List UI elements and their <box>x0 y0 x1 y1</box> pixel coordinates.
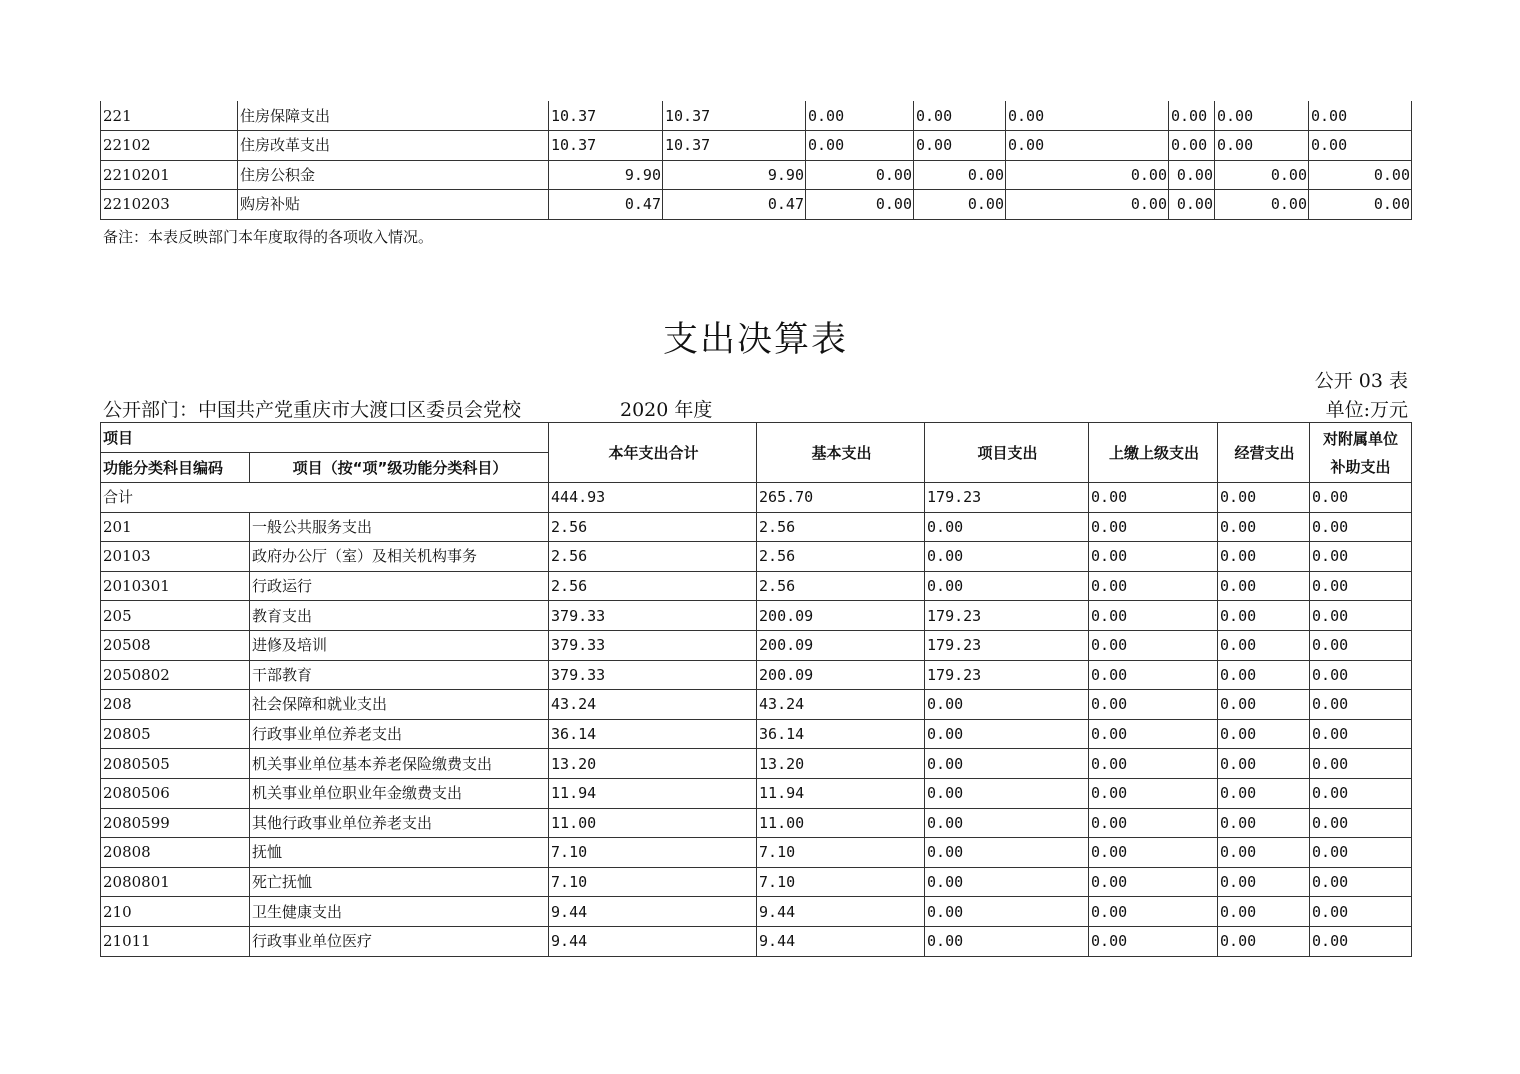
row-code: 2080599 <box>101 808 250 838</box>
header-item: 项目 <box>101 423 549 453</box>
row-business: 0.00 <box>1218 808 1310 838</box>
row-subsidy: 0.00 <box>1310 897 1412 927</box>
table-row <box>101 542 1412 572</box>
row-project: 0.00 <box>925 926 1089 956</box>
row-name: 行政事业单位养老支出 <box>250 719 549 749</box>
row-value: 0.00 <box>914 160 1006 190</box>
row-total: 7.10 <box>549 867 757 897</box>
row-name: 住房改革支出 <box>238 131 549 161</box>
row-code: 20808 <box>101 838 250 868</box>
row-business: 0.00 <box>1218 571 1310 601</box>
row-total: 379.33 <box>549 630 757 660</box>
row-project: 0.00 <box>925 512 1089 542</box>
row-name: 社会保障和就业支出 <box>250 690 549 720</box>
row-value: 0.00 <box>1215 160 1309 190</box>
row-value: 0.00 <box>1006 131 1169 161</box>
row-business: 0.00 <box>1218 601 1310 631</box>
sum-project: 179.23 <box>925 483 1089 513</box>
row-name: 进修及培训 <box>250 630 549 660</box>
department-label: 公开部门：中国共产党重庆市大渡口区委员会党校 <box>103 399 522 421</box>
row-value: 0.00 <box>1169 160 1215 190</box>
row-basic: 2.56 <box>757 571 925 601</box>
row-total: 36.14 <box>549 719 757 749</box>
row-value: 9.90 <box>549 160 663 190</box>
row-value: 10.37 <box>663 101 806 131</box>
row-business: 0.00 <box>1218 630 1310 660</box>
row-subsidy: 0.00 <box>1310 571 1412 601</box>
row-total: 11.00 <box>549 808 757 838</box>
row-total: 379.33 <box>549 601 757 631</box>
fiscal-year: 2020 年度 <box>620 399 713 421</box>
row-upper: 0.00 <box>1089 867 1218 897</box>
row-subsidy: 0.00 <box>1310 867 1412 897</box>
table-row <box>101 926 1412 956</box>
row-subsidy: 0.00 <box>1310 808 1412 838</box>
row-code: 205 <box>101 601 250 631</box>
row-code: 20508 <box>101 630 250 660</box>
row-project: 0.00 <box>925 749 1089 779</box>
row-upper: 0.00 <box>1089 571 1218 601</box>
row-code: 2210203 <box>101 190 238 220</box>
table-row <box>101 101 1412 131</box>
row-upper: 0.00 <box>1089 808 1218 838</box>
row-upper: 0.00 <box>1089 749 1218 779</box>
row-name: 卫生健康支出 <box>250 897 549 927</box>
row-value: 0.00 <box>1309 101 1412 131</box>
row-code: 2080505 <box>101 749 250 779</box>
header-total: 本年支出合计 <box>549 423 757 483</box>
row-code: 201 <box>101 512 250 542</box>
row-project: 0.00 <box>925 690 1089 720</box>
header-code: 功能分类科目编码 <box>101 453 250 483</box>
row-upper: 0.00 <box>1089 719 1218 749</box>
sum-row <box>101 483 1412 513</box>
header-project: 项目支出 <box>925 423 1089 483</box>
table-row <box>101 160 1412 190</box>
row-value: 0.00 <box>914 131 1006 161</box>
row-name: 抚恤 <box>250 838 549 868</box>
sum-basic: 265.70 <box>757 483 925 513</box>
table-number: 公开 03 表 <box>1314 370 1408 392</box>
row-subsidy: 0.00 <box>1310 601 1412 631</box>
row-name: 干部教育 <box>250 660 549 690</box>
row-code: 20103 <box>101 542 250 572</box>
row-basic: 11.00 <box>757 808 925 838</box>
row-project: 0.00 <box>925 867 1089 897</box>
row-project: 0.00 <box>925 838 1089 868</box>
header-subsidy-line1: 对附属单位 <box>1323 429 1399 448</box>
row-business: 0.00 <box>1218 690 1310 720</box>
table-row <box>101 601 1412 631</box>
row-basic: 200.09 <box>757 601 925 631</box>
row-value: 0.47 <box>549 190 663 220</box>
row-subsidy: 0.00 <box>1310 719 1412 749</box>
row-subsidy: 0.00 <box>1310 630 1412 660</box>
row-project: 0.00 <box>925 719 1089 749</box>
header-name: 项目（按“项”级功能分类科目） <box>250 453 549 483</box>
header-business: 经营支出 <box>1218 423 1310 483</box>
table-row <box>101 630 1412 660</box>
row-total: 13.20 <box>549 749 757 779</box>
row-upper: 0.00 <box>1089 838 1218 868</box>
row-code: 2010301 <box>101 571 250 601</box>
row-business: 0.00 <box>1218 778 1310 808</box>
row-project: 0.00 <box>925 542 1089 572</box>
sum-label: 合计 <box>101 483 549 513</box>
row-name: 住房保障支出 <box>238 101 549 131</box>
table-row <box>101 660 1412 690</box>
row-subsidy: 0.00 <box>1310 542 1412 572</box>
row-name: 机关事业单位职业年金缴费支出 <box>250 778 549 808</box>
row-upper: 0.00 <box>1089 660 1218 690</box>
row-basic: 7.10 <box>757 867 925 897</box>
row-total: 11.94 <box>549 778 757 808</box>
table-row <box>101 749 1412 779</box>
row-business: 0.00 <box>1218 512 1310 542</box>
row-code: 2050802 <box>101 660 250 690</box>
row-basic: 9.44 <box>757 897 925 927</box>
unit-label: 单位:万元 <box>1325 399 1408 421</box>
expenditure-table <box>100 422 1412 957</box>
row-subsidy: 0.00 <box>1310 512 1412 542</box>
row-basic: 43.24 <box>757 690 925 720</box>
row-total: 2.56 <box>549 542 757 572</box>
row-upper: 0.00 <box>1089 926 1218 956</box>
row-total: 7.10 <box>549 838 757 868</box>
table-note: 备注：本表反映部门本年度取得的各项收入情况。 <box>103 228 434 246</box>
row-code: 22102 <box>101 131 238 161</box>
row-total: 9.44 <box>549 897 757 927</box>
row-upper: 0.00 <box>1089 897 1218 927</box>
row-value: 10.37 <box>663 131 806 161</box>
row-value: 0.00 <box>806 160 914 190</box>
row-code: 2080801 <box>101 867 250 897</box>
row-name: 住房公积金 <box>238 160 549 190</box>
row-business: 0.00 <box>1218 660 1310 690</box>
row-subsidy: 0.00 <box>1310 690 1412 720</box>
row-subsidy: 0.00 <box>1310 749 1412 779</box>
sum-business: 0.00 <box>1218 483 1310 513</box>
row-value: 0.00 <box>1169 190 1215 220</box>
header-basic: 基本支出 <box>757 423 925 483</box>
row-project: 0.00 <box>925 808 1089 838</box>
row-subsidy: 0.00 <box>1310 838 1412 868</box>
row-name: 教育支出 <box>250 601 549 631</box>
row-basic: 2.56 <box>757 542 925 572</box>
row-basic: 9.44 <box>757 926 925 956</box>
row-code: 221 <box>101 101 238 131</box>
row-value: 0.00 <box>1215 131 1309 161</box>
table-row <box>101 897 1412 927</box>
table-row <box>101 512 1412 542</box>
row-business: 0.00 <box>1218 838 1310 868</box>
row-business: 0.00 <box>1218 749 1310 779</box>
table-row <box>101 690 1412 720</box>
row-upper: 0.00 <box>1089 690 1218 720</box>
row-subsidy: 0.00 <box>1310 926 1412 956</box>
header-subsidy-line2: 补助支出 <box>1330 457 1391 476</box>
row-business: 0.00 <box>1218 897 1310 927</box>
row-total: 2.56 <box>549 571 757 601</box>
row-upper: 0.00 <box>1089 542 1218 572</box>
table-row <box>101 867 1412 897</box>
row-basic: 2.56 <box>757 512 925 542</box>
row-upper: 0.00 <box>1089 630 1218 660</box>
row-business: 0.00 <box>1218 926 1310 956</box>
row-name: 机关事业单位基本养老保险缴费支出 <box>250 749 549 779</box>
row-value: 0.00 <box>1215 190 1309 220</box>
row-value: 0.00 <box>806 101 914 131</box>
row-total: 379.33 <box>549 660 757 690</box>
row-value: 9.90 <box>663 160 806 190</box>
row-business: 0.00 <box>1218 719 1310 749</box>
row-name: 其他行政事业单位养老支出 <box>250 808 549 838</box>
row-value: 0.00 <box>914 190 1006 220</box>
row-value: 0.00 <box>1006 101 1169 131</box>
row-value: 0.00 <box>806 190 914 220</box>
row-value: 10.37 <box>549 101 663 131</box>
row-basic: 200.09 <box>757 630 925 660</box>
row-name: 购房补贴 <box>238 190 549 220</box>
row-project: 0.00 <box>925 571 1089 601</box>
row-code: 20805 <box>101 719 250 749</box>
row-upper: 0.00 <box>1089 512 1218 542</box>
row-subsidy: 0.00 <box>1310 778 1412 808</box>
row-subsidy: 0.00 <box>1310 660 1412 690</box>
row-name: 行政运行 <box>250 571 549 601</box>
row-code: 210 <box>101 897 250 927</box>
row-code: 2210201 <box>101 160 238 190</box>
row-total: 43.24 <box>549 690 757 720</box>
page-title: 支出决算表 <box>662 320 848 360</box>
row-total: 2.56 <box>549 512 757 542</box>
row-project: 0.00 <box>925 897 1089 927</box>
row-value: 0.00 <box>1215 101 1309 131</box>
row-upper: 0.00 <box>1089 778 1218 808</box>
row-project: 179.23 <box>925 630 1089 660</box>
sum-total: 444.93 <box>549 483 757 513</box>
row-project: 0.00 <box>925 778 1089 808</box>
header-upper: 上缴上级支出 <box>1089 423 1218 483</box>
row-value: 0.00 <box>1169 101 1215 131</box>
row-value: 0.00 <box>1169 131 1215 161</box>
row-value: 0.00 <box>1309 190 1412 220</box>
table-row <box>101 719 1412 749</box>
row-basic: 13.20 <box>757 749 925 779</box>
row-code: 208 <box>101 690 250 720</box>
row-value: 0.00 <box>1006 160 1169 190</box>
row-total: 9.44 <box>549 926 757 956</box>
sum-upper: 0.00 <box>1089 483 1218 513</box>
income-table-continuation <box>100 101 1412 220</box>
sum-subsidy: 0.00 <box>1310 483 1412 513</box>
row-value: 0.00 <box>1309 160 1412 190</box>
header-subsidy <box>1310 423 1412 483</box>
row-basic: 36.14 <box>757 719 925 749</box>
table-row <box>101 571 1412 601</box>
row-value: 0.00 <box>806 131 914 161</box>
row-code: 2080506 <box>101 778 250 808</box>
row-value: 0.00 <box>914 101 1006 131</box>
row-project: 179.23 <box>925 601 1089 631</box>
table-row <box>101 131 1412 161</box>
row-basic: 11.94 <box>757 778 925 808</box>
row-name: 死亡抚恤 <box>250 867 549 897</box>
row-project: 179.23 <box>925 660 1089 690</box>
row-value: 0.47 <box>663 190 806 220</box>
row-value: 0.00 <box>1006 190 1169 220</box>
table-row <box>101 190 1412 220</box>
row-value: 0.00 <box>1309 131 1412 161</box>
row-upper: 0.00 <box>1089 601 1218 631</box>
row-basic: 7.10 <box>757 838 925 868</box>
row-name: 行政事业单位医疗 <box>250 926 549 956</box>
row-code: 21011 <box>101 926 250 956</box>
row-value: 10.37 <box>549 131 663 161</box>
table-row <box>101 838 1412 868</box>
row-name: 政府办公厅（室）及相关机构事务 <box>250 542 549 572</box>
row-business: 0.00 <box>1218 542 1310 572</box>
table-row <box>101 778 1412 808</box>
row-business: 0.00 <box>1218 867 1310 897</box>
table-row <box>101 808 1412 838</box>
row-name: 一般公共服务支出 <box>250 512 549 542</box>
row-basic: 200.09 <box>757 660 925 690</box>
